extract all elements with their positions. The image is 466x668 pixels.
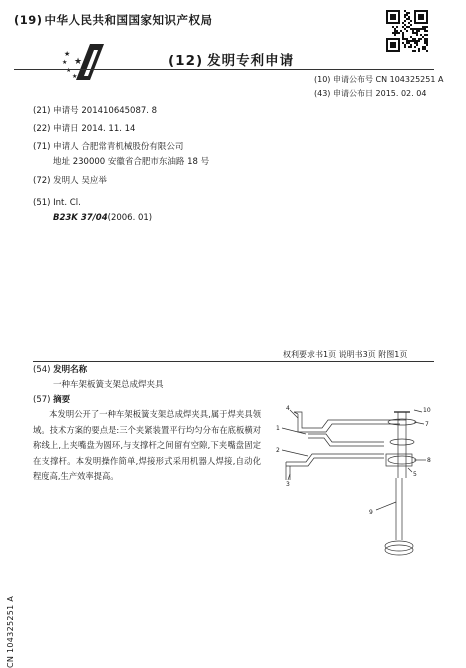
doc-type-code: (12) (168, 53, 204, 69)
fig-label-2: 2 (276, 447, 280, 454)
qr-code-icon (386, 10, 428, 52)
inventor: 吴应举 (81, 176, 107, 186)
intcl-line (33, 198, 81, 209)
svg-text:★: ★ (62, 59, 68, 66)
cnipa-logo-icon (60, 42, 114, 82)
address: 230000 安徽省合肥市东油路 18 号 (72, 157, 210, 167)
fig-label-10: 10 (423, 407, 431, 414)
pub-no-label: 申请公布号 (332, 75, 373, 84)
page-summary: 权利要求书1页 说明书3页 附图1页 (283, 350, 408, 359)
svg-text:★: ★ (66, 67, 72, 74)
office-line (14, 12, 213, 28)
summary-rule (33, 361, 434, 362)
svg-text:★: ★ (74, 57, 83, 67)
app-no-line (33, 106, 157, 117)
applicant-label: 申请人 (53, 142, 79, 152)
intcl-label: Int. Cl. (53, 198, 81, 208)
inventor-code: (72) (33, 176, 51, 186)
app-no-label: 申请号 (53, 106, 79, 116)
inventor-label: 发明人 (53, 176, 79, 186)
side-pub-number: CN 104325251 A (6, 595, 15, 668)
app-date-code: (22) (33, 124, 51, 134)
pub-date-label: 申请公布日 (332, 89, 373, 98)
pub-no: CN 104325251 A (375, 75, 444, 84)
app-date: 2014. 11. 14 (81, 124, 136, 134)
abstract-body: 本发明公开了一种车架板簧支架总成焊夹具,属于焊夹具领域。技术方案的要点是:三个夹紧装置平行均匀分布在底板横对称线上,上夹嘴盘为圆环,与支撑杆之间留有空隙,下夹嘴盘固定在支撑杆。本发明操作简单,焊接形式采用机器人焊接,自动化程度高,生产效率提高。 (33, 409, 261, 481)
title-code: (54) (33, 365, 51, 375)
doc-type-line (168, 49, 294, 69)
abstract-code: (57) (33, 395, 51, 405)
fig-label-9: 9 (369, 509, 373, 516)
app-no-code: (21) (33, 106, 51, 116)
title-label: 发明名称 (53, 365, 88, 375)
ipc-line (53, 213, 152, 224)
office-code: (19) (14, 13, 43, 27)
app-no: 201410645087. 8 (81, 106, 158, 116)
abstract-heading (33, 395, 70, 406)
applicant-line (33, 142, 183, 153)
address-label: 地址 (53, 157, 71, 167)
applicant-code: (71) (33, 142, 51, 152)
pub-date-line (314, 89, 426, 99)
svg-text:★: ★ (64, 50, 71, 58)
invention-title: 一种车架板簧支架总成焊夹具 (53, 380, 164, 390)
pub-no-line (314, 75, 443, 85)
pub-date: 2015. 02. 04 (375, 89, 427, 98)
fig-label-1: 1 (276, 425, 280, 432)
address-line (53, 157, 209, 168)
office-name: 中华人民共和国国家知识产权局 (44, 13, 213, 27)
intcl-code: (51) (33, 198, 51, 208)
fig-label-8: 8 (427, 457, 431, 464)
pub-no-code: (10) (314, 75, 331, 84)
app-date-label: 申请日 (53, 124, 79, 134)
title-heading (33, 365, 87, 376)
fig-label-5: 5 (413, 471, 417, 478)
fig-label-4: 4 (286, 405, 290, 412)
app-date-line (33, 124, 135, 135)
header-rule (14, 69, 434, 70)
doc-type: 发明专利申请 (207, 53, 295, 69)
ipc-version: (2006. 01) (107, 213, 153, 223)
ipc-class: B23K 37/04 (53, 213, 108, 223)
abstract-text (33, 407, 261, 485)
abstract-label: 摘要 (53, 395, 71, 405)
patent-drawing (268, 398, 438, 556)
fig-label-3: 3 (286, 481, 290, 488)
svg-text:★: ★ (72, 73, 78, 80)
applicant: 合肥常青机械股份有限公司 (81, 142, 184, 152)
fig-label-7: 7 (425, 421, 429, 428)
inventor-line (33, 176, 107, 187)
pub-date-code: (43) (314, 89, 331, 98)
